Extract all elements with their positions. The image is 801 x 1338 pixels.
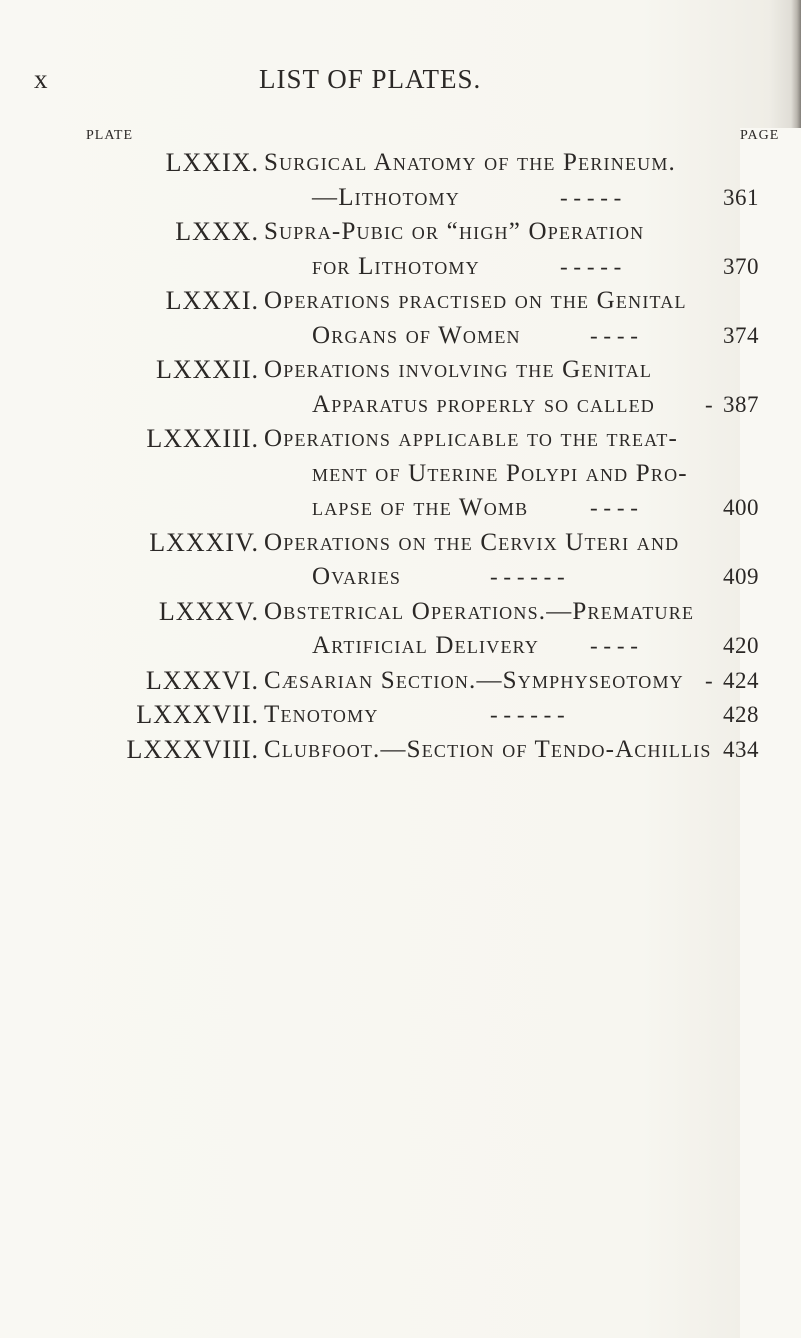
dot-leader: - - - - - [560, 184, 622, 210]
plate-title: Operations involving the Genital [264, 356, 653, 383]
plate-entry-line [0, 631, 801, 666]
dot-leader: - [705, 391, 713, 417]
plate-entry-line [0, 562, 801, 597]
plate-title: Clubfoot.—Section of Tendo-Achillis [264, 735, 712, 763]
plate-entry-line [0, 735, 801, 770]
plate-entry [0, 217, 801, 286]
plate-title: ment of Uterine Polypi and Pro- [312, 459, 688, 487]
dot-leader: - [705, 667, 713, 693]
plate-page-number: 428 [723, 702, 759, 727]
plate-entry-line [0, 700, 801, 735]
plate-title: for Lithotomy [312, 252, 480, 280]
plate-entry [0, 597, 801, 666]
plate-entry-line [0, 217, 801, 252]
plate-entry-line [0, 459, 801, 494]
plate-title: Organs of Women [312, 321, 521, 349]
plate-title: Apparatus properly so called [312, 390, 656, 418]
plate-entry-line [0, 493, 801, 528]
plate-entry-line [0, 424, 801, 459]
plate-entry-line [0, 390, 801, 425]
plate-entry-line [0, 286, 801, 321]
plate-entry [0, 700, 801, 735]
plate-page-number: 370 [723, 253, 759, 279]
plate-entry-line [0, 252, 801, 287]
plate-title: lapse of the Womb [312, 494, 529, 521]
plate-page-number: 361 [723, 184, 759, 210]
plate-entry [0, 528, 801, 597]
plate-entry-line [0, 148, 801, 183]
plate-title: Operations on the Cervix Uteri and [264, 528, 680, 556]
plate-entry [0, 666, 801, 701]
plate-page-number: 420 [723, 633, 759, 658]
column-heading-page: PAGE [740, 128, 801, 1338]
plate-entry-line [0, 666, 801, 701]
plate-entry [0, 286, 801, 355]
plate-numeral: LXXXII. [155, 355, 259, 384]
plate-entry-line [0, 597, 801, 632]
plate-title: Obstetrical Operations.—Premature [264, 597, 695, 625]
dot-leader: - - - - - [560, 253, 622, 279]
plate-numeral: LXXXIV. [149, 527, 259, 557]
plate-title: Ovaries [312, 563, 402, 590]
plate-title: Artificial Delivery [312, 632, 540, 659]
dot-leader: - - - - [590, 495, 638, 520]
plate-title: Operations applicable to the treat- [264, 425, 679, 452]
plate-title: Tenotomy [264, 701, 379, 728]
plate-numeral: LXXXV. [158, 596, 259, 626]
plate-page-number: 374 [723, 322, 759, 348]
running-title: LIST OF PLATES. [259, 64, 482, 94]
plates-list [0, 148, 801, 769]
dot-leader: - - - - [590, 322, 638, 348]
dot-leader: - - - - - - [490, 702, 565, 727]
plate-numeral: LXXXI. [165, 286, 259, 315]
plate-entry [0, 148, 801, 217]
plate-numeral: LXXXIII. [146, 424, 259, 453]
plate-entry [0, 355, 801, 424]
plate-title: Operations practised on the Genital [264, 287, 687, 314]
dot-leader: - - - - [590, 633, 638, 658]
plate-page-number: 387 [723, 391, 759, 417]
plate-entry-line [0, 321, 801, 356]
plate-page-number: 434 [723, 736, 759, 762]
plate-numeral: LXXIX. [165, 148, 259, 177]
plate-page-number: 424 [723, 667, 759, 693]
plate-entry-line [0, 528, 801, 563]
dot-leader: - - - - - - [490, 564, 565, 589]
page-number: x [34, 64, 49, 94]
plate-numeral: LXXX. [175, 217, 259, 246]
page-header [34, 64, 774, 98]
plate-title: Supra-Pubic or “high” Operation [264, 218, 645, 245]
plate-title: Cæsarian Section.—Symphyseotomy [264, 666, 684, 694]
plate-entry-line [0, 183, 801, 218]
column-heading-plate: PLATE [86, 128, 133, 143]
plate-entry [0, 735, 801, 770]
plate-title: —Lithotomy [312, 183, 460, 211]
plate-page-number: 400 [723, 495, 759, 520]
plate-page-number: 409 [723, 564, 759, 589]
plate-numeral: LXXXVI. [145, 665, 259, 695]
plate-entry [0, 424, 801, 528]
plate-title: Surgical Anatomy of the Perineum. [264, 149, 676, 176]
plate-numeral: LXXXVIII. [126, 734, 259, 764]
plate-entry-line [0, 355, 801, 390]
plate-numeral: LXXXVII. [136, 700, 259, 729]
